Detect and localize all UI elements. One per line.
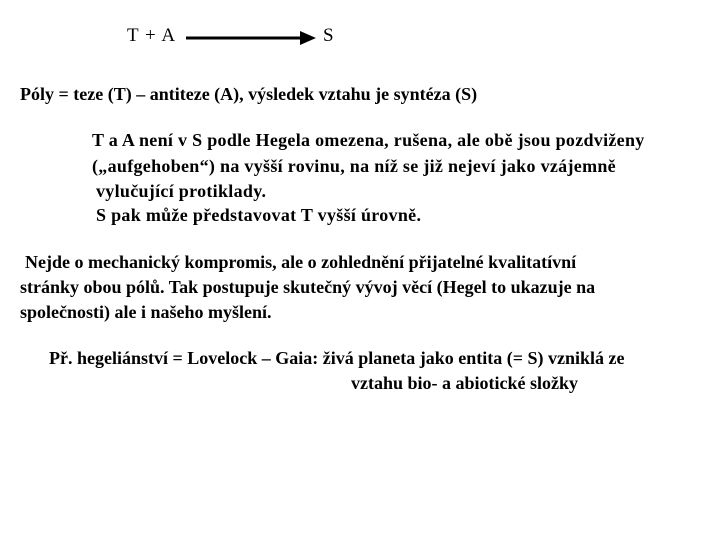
compromise-paragraph-line: stránky obou pólů. Tak postupuje skutečný vývoj věcí (Hegel to ukazuje na — [20, 277, 596, 297]
formula-right-term: S — [323, 25, 334, 46]
example-paragraph-line: vztahu bio- a abiotické složky — [351, 373, 579, 393]
definition-line: Póly = teze (T) – antiteze (A), výsledek vztahu je syntéza (S) — [20, 84, 478, 104]
formula-left-term: T + A — [127, 25, 177, 46]
compromise-paragraph-line: společnosti) ale i našeho myšlení. — [20, 302, 272, 322]
example-paragraph-line: Př. hegeliánství = Lovelock – Gaia: živá planeta jako entita (= S) vzniklá ze — [49, 348, 625, 368]
hegel-paragraph-line: T a A není v S podle Hegela omezena, rušena, ale obě jsou pozdviženy — [92, 130, 645, 150]
compromise-paragraph-line: Nejde o mechanický kompromis, ale o zohlednění přijatelné kvalitatívní — [25, 252, 577, 272]
hegel-paragraph-line: S pak může představovat T vyšší úrovně. — [96, 205, 422, 225]
hegel-paragraph-line: („aufgehoben“) na vyšší rovinu, na níž se již nejeví jako vzájemně — [92, 156, 616, 176]
hegel-paragraph-line: vylučující protiklady. — [96, 181, 267, 201]
right-arrow-icon — [186, 28, 316, 48]
